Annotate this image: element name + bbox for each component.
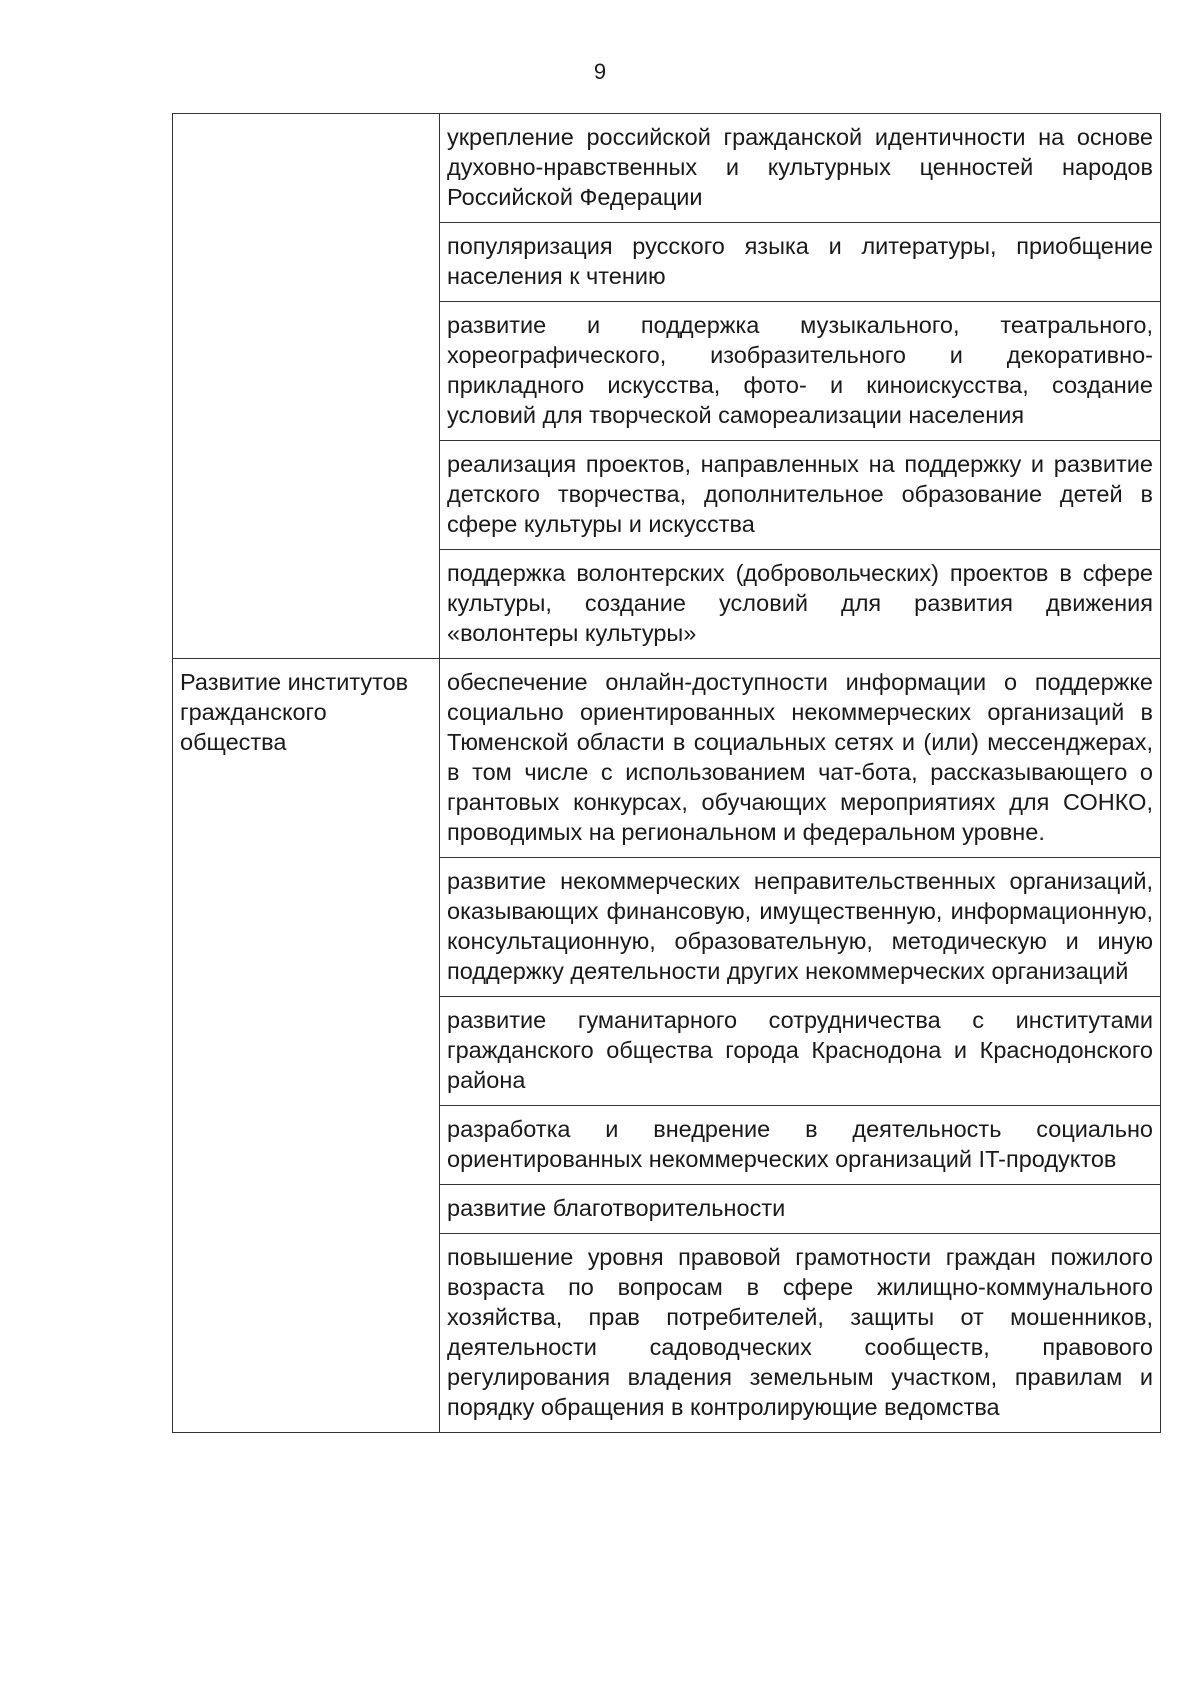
- item-text: популяризация русского языка и литературы, приобщение населения к чтению: [447, 233, 1153, 289]
- item-cell: [440, 223, 1161, 302]
- item-text: развитие и поддержка музыкального, театрального, хореографического, изобразительного и декоративно-прикладного искусства, фото- и киноискусства, создание условий для творческой самореализации населения: [447, 312, 1153, 428]
- group-heading-cell: [173, 659, 440, 1433]
- item-text: развитие некоммерческих неправительственных организаций, оказывающих финансовую, имущественную, информационную, консультационную, образовательную, методическую и иную поддержку деятельности других некоммерческих организаций: [447, 868, 1153, 984]
- item-cell: [440, 1185, 1161, 1234]
- item-cell: [440, 302, 1161, 441]
- item-cell: [440, 114, 1161, 223]
- item-text: обеспечение онлайн-доступности информации о поддержке социально ориентированных некоммерческих организаций в Тюменской области в социальных сетях и (или) мессенджерах, в том числе с использованием чат-бота, рассказывающего о грантовых конкурсах, обучающих мероприятиях для СОНКО, проводимых на региональном и федеральном уровне.: [447, 669, 1153, 845]
- item-text: развитие благотворительности: [447, 1195, 786, 1221]
- item-text: реализация проектов, направленных на поддержку и развитие детского творчества, дополнительное образование детей в сфере культуры и искусства: [447, 451, 1153, 537]
- item-cell: [440, 1106, 1161, 1185]
- item-cell: [440, 1234, 1161, 1433]
- item-text: повышение уровня правовой грамотности граждан пожилого возраста по вопросам в сфере жилищно-коммунального хозяйства, прав потребителей, защиты от мошенников, деятельности садоводческих сообществ, правового регулирования владения земельным участком, правилам и порядку обращения в контролирующие ведомства: [447, 1244, 1153, 1420]
- document-table: [172, 113, 1161, 1433]
- group-heading: Развитие институтов гражданского общества: [180, 669, 409, 755]
- table-row: [173, 659, 1161, 858]
- table-row: [173, 114, 1161, 223]
- group-heading-cell: [173, 114, 440, 659]
- item-text: разработка и внедрение в деятельность социально ориентированных некоммерческих организаций IT-продуктов: [447, 1116, 1153, 1172]
- item-text: развитие гуманитарного сотрудничества с институтами гражданского общества города Краснодона и Краснодонского района: [447, 1007, 1153, 1093]
- item-cell: [440, 858, 1161, 997]
- item-text: укрепление российской гражданской идентичности на основе духовно-нравственных и культурных ценностей народов Российской Федерации: [447, 124, 1153, 210]
- item-cell: [440, 997, 1161, 1106]
- item-cell: [440, 441, 1161, 550]
- item-cell: [440, 659, 1161, 858]
- item-cell: [440, 550, 1161, 659]
- page-number: 9: [593, 59, 607, 84]
- item-text: поддержка волонтерских (добровольческих) проектов в сфере культуры, создание условий для развития движения «волонтеры культуры»: [447, 560, 1153, 646]
